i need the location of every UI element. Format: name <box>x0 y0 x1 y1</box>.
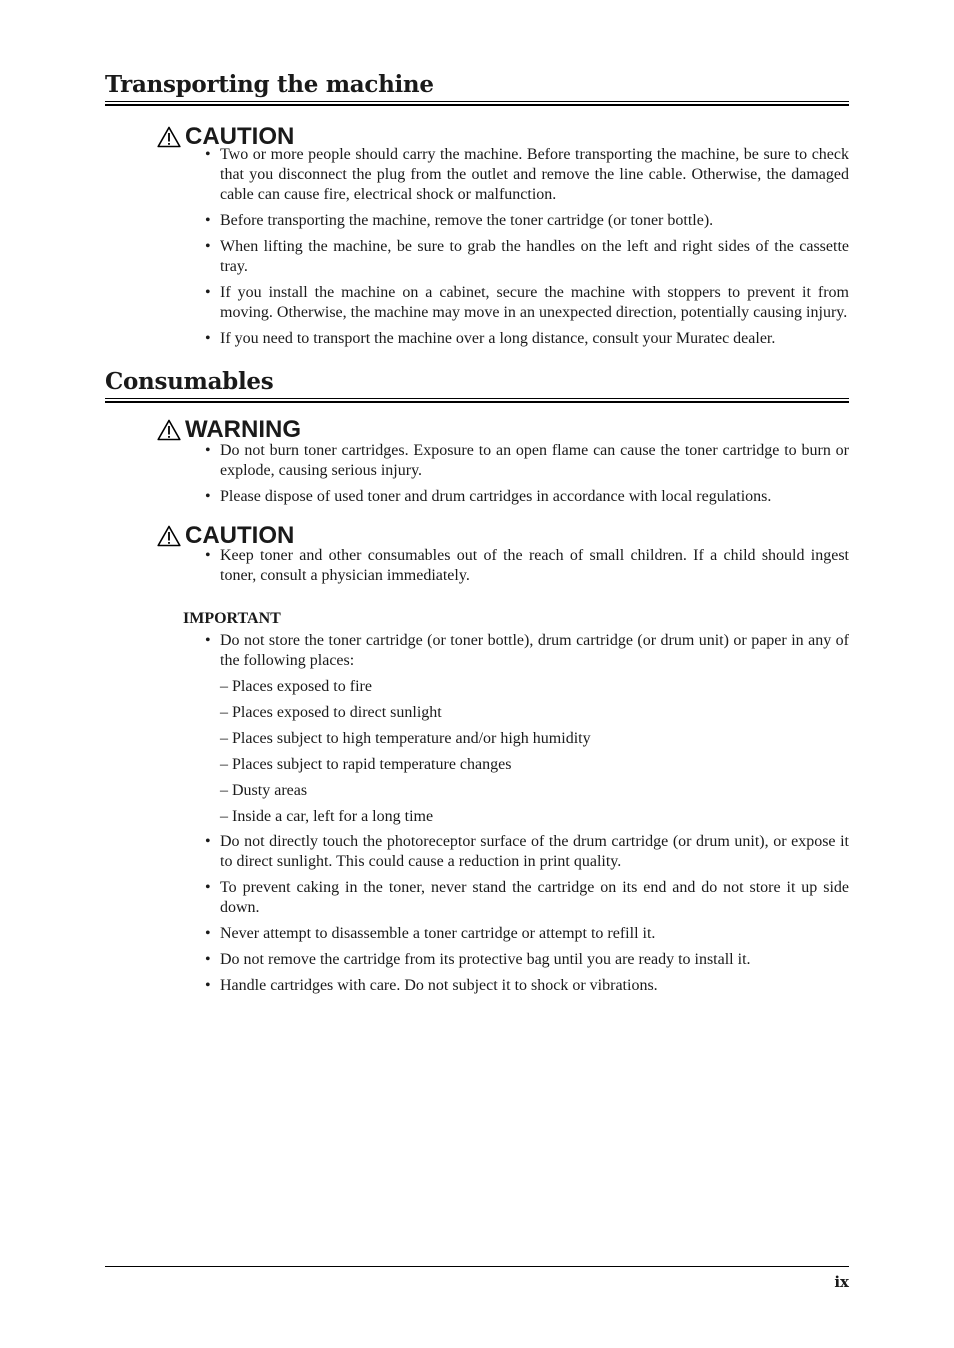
list-item: • Never attempt to disassemble a toner cartridge or attempt to refill it. <box>205 925 656 942</box>
list-item: • To prevent caking in the toner, never stand the cartridge on its end and do not store it up side down. <box>205 879 849 916</box>
caution-list <box>105 546 849 586</box>
caution-label: CAUTION <box>185 522 295 549</box>
warning-heading <box>157 417 849 443</box>
important-list <box>105 631 849 671</box>
list-item: – Inside a car, left for a long time <box>220 808 434 825</box>
list-item: – Places subject to high temperature and/or high humidity <box>220 730 591 747</box>
transport-list <box>105 145 849 349</box>
bullet: • <box>205 951 211 968</box>
list-item: • Handle cartridges with care. Do not subject it to shock or vibrations. <box>205 977 658 994</box>
list-item: • Do not directly touch the photoreceptor surface of the drum cartridge (or drum unit), or expose it to direct sunlight. This could cause a reduction in print quality. <box>205 833 849 870</box>
warning-triangle-icon <box>157 126 181 148</box>
section-title-transporting: Transporting the machine <box>105 71 434 98</box>
list-item: • Two or more people should carry the machine. Before transporting the machine, be sure to check that you disconnect the plug from the outlet and remove the line cable. Otherwise, the damaged cable can cause fire, electrical shock or malfunction. <box>205 146 849 203</box>
list-item: • Please dispose of used toner and drum cartridges in accordance with local regulations. <box>205 488 772 505</box>
section-rule <box>105 101 849 106</box>
footer-rule <box>105 1266 849 1267</box>
bullet: • <box>205 238 211 255</box>
bullet: • <box>205 547 211 564</box>
important-heading: IMPORTANT <box>183 610 281 627</box>
list-item: • If you install the machine on a cabinet, secure the machine with stoppers to prevent it from moving. Otherwise, the machine may move in an unexpected direction, potentially causing injury. <box>205 284 849 321</box>
bullet: • <box>205 330 211 347</box>
warning-triangle-icon <box>157 419 181 441</box>
bullet: • <box>205 212 211 229</box>
section-rule <box>105 398 849 403</box>
bullet: • <box>205 442 211 459</box>
bullet: • <box>205 632 211 649</box>
list-item: – Places exposed to direct sunlight <box>220 704 442 721</box>
bullet: • <box>205 833 211 850</box>
bullet: • <box>205 488 211 505</box>
caution-label: CAUTION <box>185 123 295 150</box>
bullet: • <box>205 879 211 896</box>
list-item: • Do not burn toner cartridges. Exposure to an open flame can cause the toner cartridge to burn or explode, causing serious injury. <box>205 442 849 479</box>
bullet: • <box>205 977 211 994</box>
page-number: ix <box>834 1273 849 1291</box>
list-item: • Do not store the toner cartridge (or toner bottle), drum cartridge (or drum unit) or paper in any of the following places: <box>205 632 849 669</box>
warning-label: WARNING <box>185 416 301 443</box>
bullet: • <box>205 284 211 301</box>
bullet: • <box>205 146 211 163</box>
list-item: • Before transporting the machine, remove the toner cartridge (or toner bottle). <box>205 212 714 229</box>
warning-triangle-icon <box>157 525 181 547</box>
warning-list <box>105 441 849 507</box>
list-item: • Keep toner and other consumables out of the reach of small children. If a child should ingest toner, consult a physician immediately. <box>205 547 849 584</box>
important-list-rest <box>105 832 849 996</box>
list-item: – Places subject to rapid temperature changes <box>220 756 512 773</box>
list-item: • When lifting the machine, be sure to grab the handles on the left and right sides of the cassette tray. <box>205 238 849 275</box>
list-item: – Dusty areas <box>220 782 308 799</box>
section-title-consumables: Consumables <box>105 368 274 395</box>
list-item: • Do not remove the cartridge from its protective bag until you are ready to install it. <box>205 951 751 968</box>
list-item: – Places exposed to fire <box>220 678 372 695</box>
places-list <box>105 677 849 827</box>
list-item: • If you need to transport the machine over a long distance, consult your Muratec dealer. <box>205 330 776 347</box>
bullet: • <box>205 925 211 942</box>
page-content <box>105 0 849 1002</box>
